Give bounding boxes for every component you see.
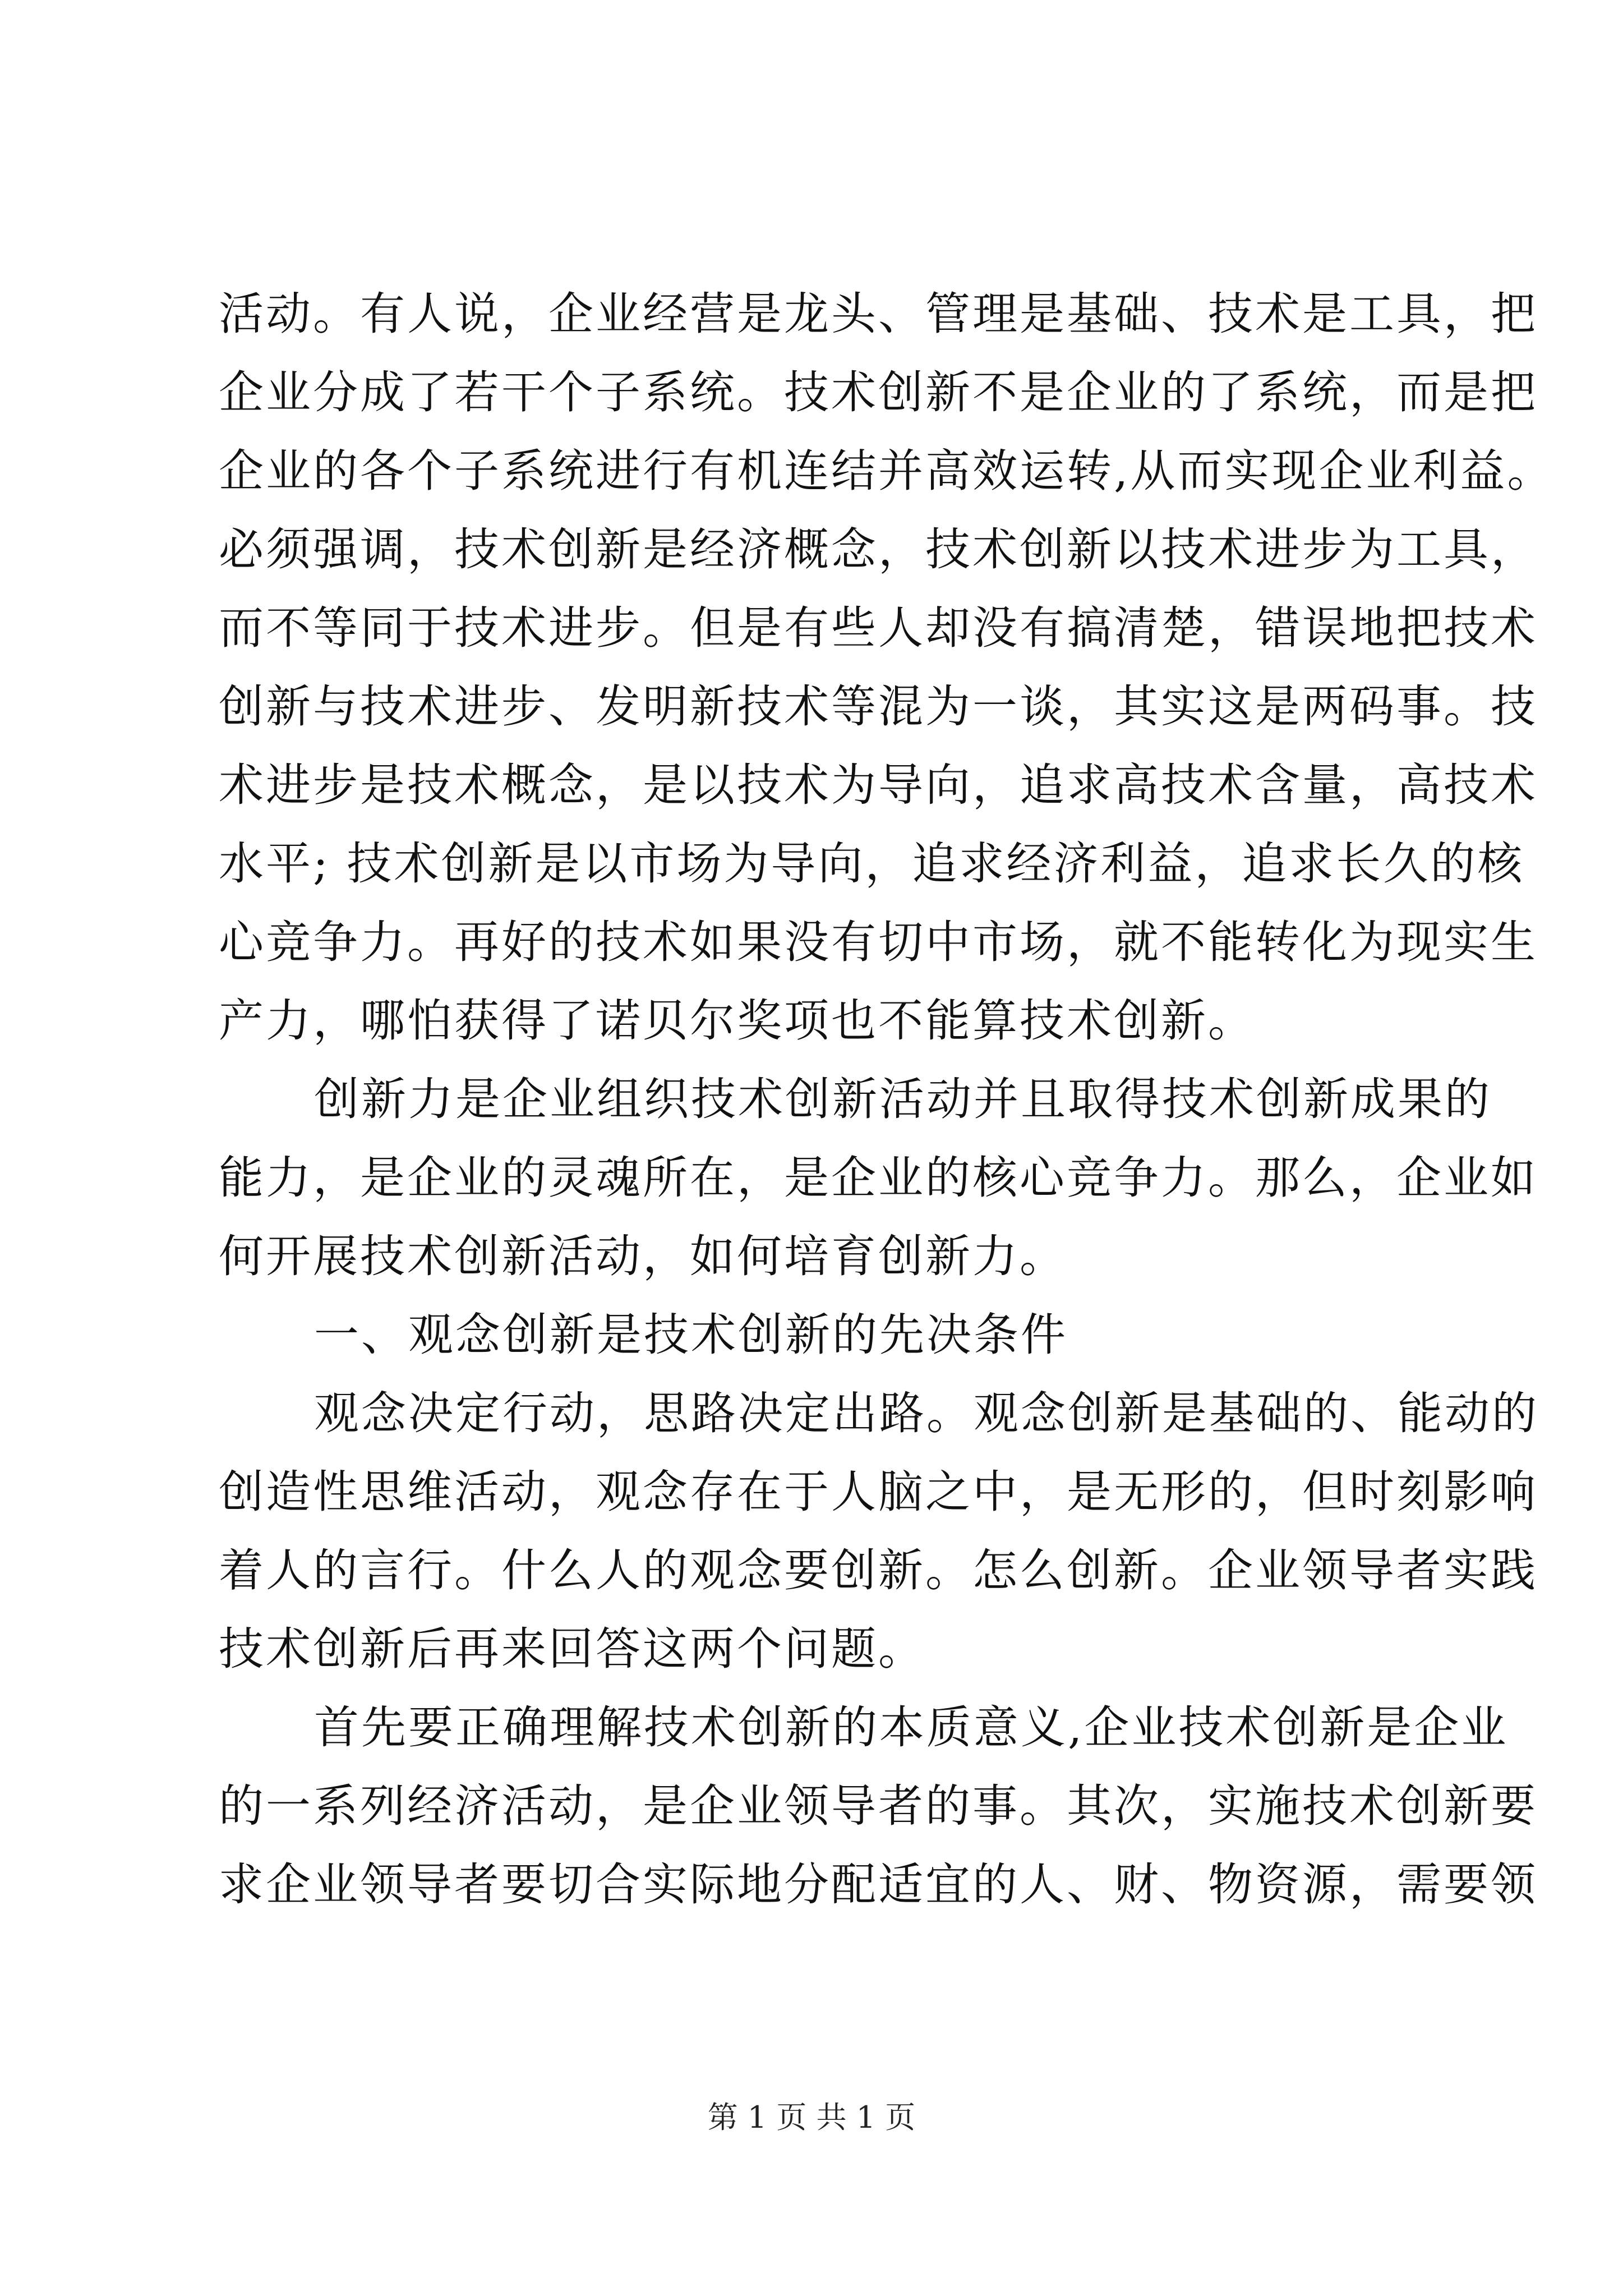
text-line: 必须强调，技术创新是经济概念，技术创新以技术进步为工具，: [219, 523, 1538, 576]
text-line: 企业的各个子系统进行有机连结并高效运转,从而实现企业利益。: [219, 445, 1555, 497]
text-line: 企业分成了若干个子系统。技术创新不是企业的了系统，而是把: [219, 366, 1538, 418]
text-line: 活动。有人说，企业经营是龙头、管理是基础、技术是工具，把: [219, 288, 1538, 340]
text-line: 心竞争力。再好的技术如果没有切中市场，就不能转化为现实生: [219, 916, 1538, 968]
text-line: 技术创新后再来回答这两个问题。: [219, 1623, 925, 1675]
text-line: 的一系列经济活动，是企业领导者的事。其次，实施技术创新要: [219, 1780, 1538, 1832]
page-footer: 第 1 页 共 1 页: [707, 2100, 916, 2135]
paragraph-first-line: 观念决定行动，思路决定出路。观念创新是基础的、能动的: [314, 1387, 1539, 1439]
section-heading: 一、观念创新是技术创新的先决条件: [314, 1309, 1068, 1361]
text-line: 何开展技术创新活动，如何培育创新力。: [219, 1230, 1067, 1282]
text-line: 产力，哪怕获得了诺贝尔奖项也不能算技术创新。: [219, 995, 1255, 1047]
text-line: 能力，是企业的灵魂所在，是企业的核心竞争力。那么，企业如: [219, 1152, 1538, 1204]
paragraph-first-line: 首先要正确理解技术创新的本质意义,企业技术创新是企业: [314, 1701, 1509, 1754]
text-line: 创新与技术进步、发明新技术等混为一谈，其实这是两码事。技: [219, 680, 1538, 733]
text-line: 创造性思维活动，观念存在于人脑之中，是无形的，但时刻影响: [219, 1466, 1538, 1518]
paragraph-first-line: 创新力是企业组织技术创新活动并且取得技术创新成果的: [314, 1073, 1492, 1125]
text-line: 水平; 技术创新是以市场为导向，追求经济利益，追求长久的核: [219, 838, 1525, 890]
text-line: 术进步是技术概念，是以技术为导向，追求高技术含量，高技术: [219, 759, 1538, 811]
text-line: 求企业领导者要切合实际地分配适宜的人、财、物资源，需要领: [219, 1858, 1538, 1911]
text-line: 而不等同于技术进步。但是有些人却没有搞清楚，错误地把技术: [219, 602, 1538, 654]
text-line: 着人的言行。什么人的观念要创新。怎么创新。企业领导者实践: [219, 1544, 1538, 1596]
